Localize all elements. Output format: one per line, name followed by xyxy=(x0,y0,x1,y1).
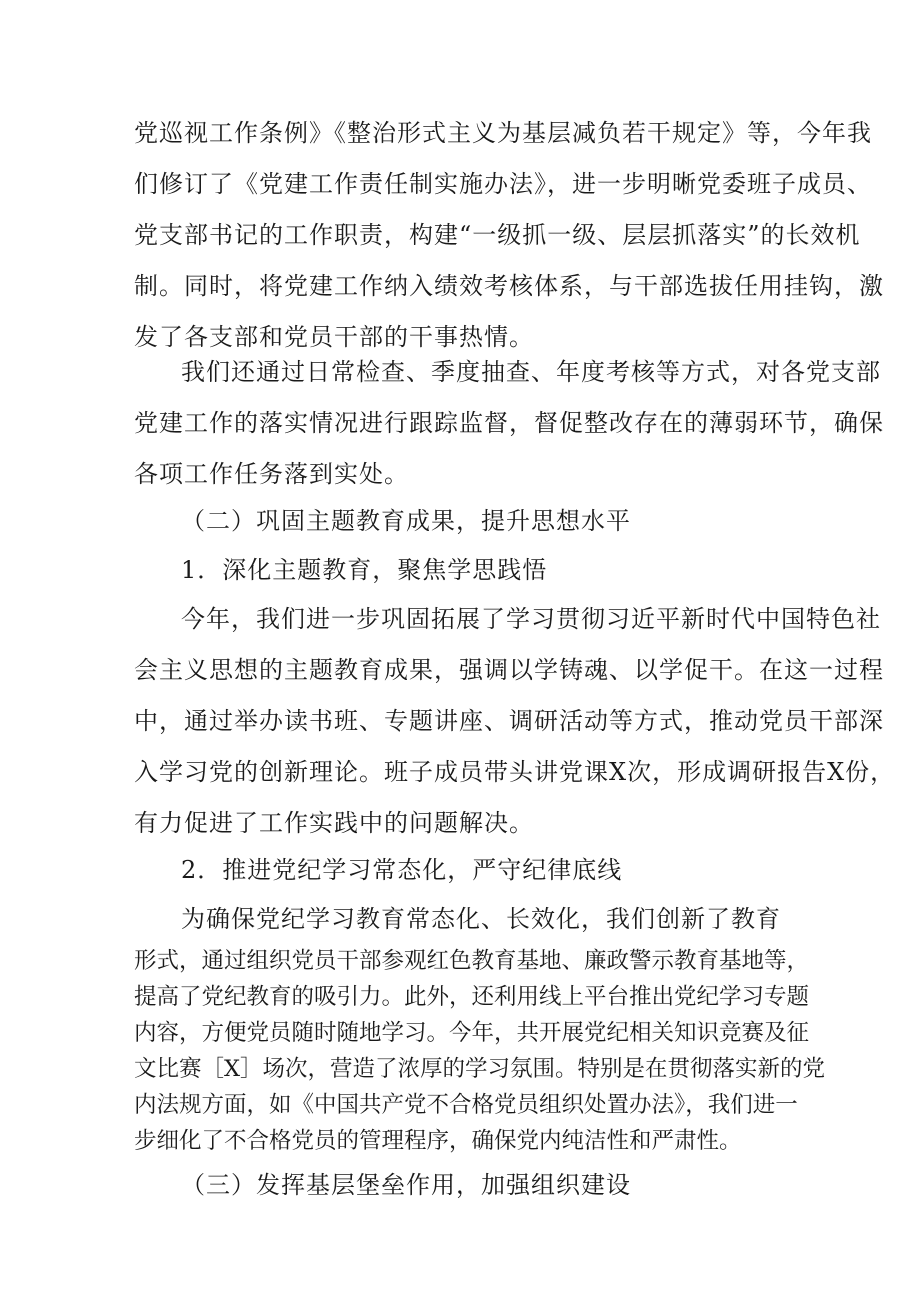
paragraph-3-line-3: 中，通过举办读书班、专题讲座、调研活动等方式，推动党员干部深 xyxy=(134,707,884,735)
paragraph-4-line-4: 内容，方便党员随时随地学习。今年，共开展党纪相关知识竞赛及征 xyxy=(134,1020,810,1046)
section-heading-3: （三）发挥基层堡垒作用，加强组织建设 xyxy=(181,1171,631,1199)
paragraph-3-line-4: 入学习党的创新理论。班子成员带头讲党课X次，形成调研报告X份， xyxy=(134,758,896,786)
paragraph-2-line-3: 各项工作任务落到实处。 xyxy=(134,460,409,488)
paragraph-2-line-2: 党建工作的落实情况进行跟踪监督，督促整改存在的薄弱环节，确保 xyxy=(134,409,884,437)
paragraph-3-line-1: 今年，我们进一步巩固拓展了学习贯彻习近平新时代中国特色社 xyxy=(181,605,881,633)
paragraph-1-line-4: 制。同时，将党建工作纳入绩效考核体系，与干部选拔任用挂钩，激 xyxy=(134,272,884,300)
paragraph-1-line-3: 党支部书记的工作职责，构建“一级抓一级、层层抓落实”的长效机 xyxy=(134,221,861,249)
paragraph-4-line-5: 文比赛［X］场次，营造了浓厚的学习氛围。特别是在贯彻落实新的党 xyxy=(134,1056,826,1082)
paragraph-1-line-5: 发了各支部和党员干部的干事热情。 xyxy=(134,323,534,351)
paragraph-3-line-2: 会主义思想的主题教育成果，强调以学铸魂、以学促干。在这一过程 xyxy=(134,656,884,684)
paragraph-4-line-1: 为确保党纪学习教育常态化、长效化，我们创新了教育 xyxy=(181,905,781,933)
paragraph-4-line-3: 提高了党纪教育的吸引力。此外，还利用线上平台推出党纪学习专题 xyxy=(134,984,810,1010)
section-heading-2: （二）巩固主题教育成果，提升思想水平 xyxy=(181,507,631,535)
paragraph-4-line-6: 内法规方面，如《中国共产党不合格党员组织处置办法》，我们进一 xyxy=(134,1092,798,1118)
subheading-2: 2．推进党纪学习常态化，严守纪律底线 xyxy=(181,856,623,884)
paragraph-1-line-2: 们修订了《党建工作责任制实施办法》，进一步明晰党委班子成员、 xyxy=(134,170,872,198)
paragraph-2-line-1: 我们还通过日常检查、季度抽查、年度考核等方式，对各党支部 xyxy=(181,358,881,386)
paragraph-3-line-5: 有力促进了工作实践中的问题解决。 xyxy=(134,809,534,837)
paragraph-4-line-7: 步细化了不合格党员的管理程序，确保党内纯洁性和严肃性。 xyxy=(134,1128,742,1154)
paragraph-1-line-1: 党巡视工作条例》《整治形式主义为基层减负若干规定》等，今年我 xyxy=(134,119,872,147)
paragraph-4-line-2: 形式，通过组织党员干部参观红色教育基地、廉政警示教育基地等， xyxy=(134,948,810,974)
subheading-1: 1．深化主题教育，聚焦学思践悟 xyxy=(181,556,548,584)
